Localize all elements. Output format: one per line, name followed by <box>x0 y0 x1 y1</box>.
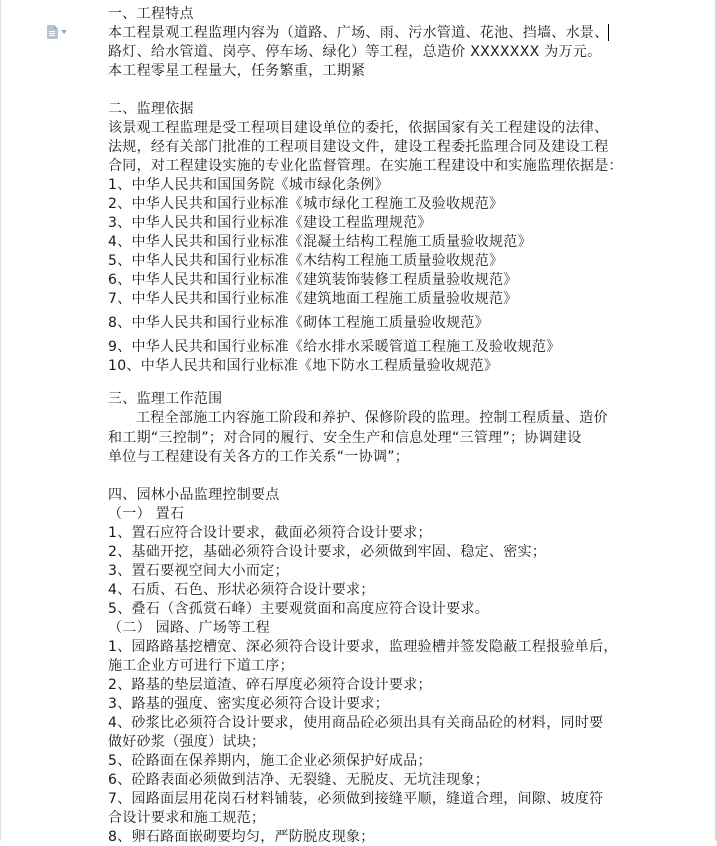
list-item: 4、石质、石色、形状必须符合设计要求； <box>108 582 375 598</box>
list-item: 1、中华人民共和国国务院《城市绿化条例》 <box>108 177 389 193</box>
list-item: 1、置石应符合设计要求，截面必须符合设计要求； <box>108 525 432 541</box>
list-item: 4、中华人民共和国行业标准《混凝土结构工程施工质量验收规范》 <box>108 234 532 250</box>
section-heading: 二、监理依据 <box>108 101 194 117</box>
paragraph-line: 合同，对工程建设实施的专业化监督管理。在实施工程建设中和实施监理依据是： <box>108 158 623 174</box>
list-item: 4、砂浆比必须符合设计要求，使用商品砼必须出具有关商品砼的材料，同时要 <box>108 715 604 731</box>
paragraph-line: 本工程零星工程量大，任务繁重，工期紧 <box>108 63 366 79</box>
chevron-down-icon <box>61 30 67 34</box>
list-item: 3、置石要视空间大小而定； <box>108 563 289 579</box>
subsection-heading: （二） 园路、广场等工程 <box>108 620 271 636</box>
list-item: 3、中华人民共和国行业标准《建设工程监理规范》 <box>108 215 432 231</box>
page-left-edge <box>0 0 1 841</box>
list-item: 做好砂浆（强度）试块； <box>108 734 266 750</box>
section-heading: 三、监理工作范围 <box>108 391 223 407</box>
list-item: 5、中华人民共和国行业标准《木结构工程施工质量验收规范》 <box>108 253 504 269</box>
paragraph-line: 单位与工程建设有关各方的工作关系“一协调”； <box>108 449 410 465</box>
paragraph-line: 路灯、给水管道、岗亭、停车场、绿化）等工程，总造价 XXXXXXX 为万元。 <box>108 44 602 60</box>
paragraph-line: 该景观工程监理是受工程项目建设单位的委托，依据国家有关工程建设的法律、 <box>108 120 609 136</box>
subsection-heading: （一） 置石 <box>108 506 185 522</box>
paragraph-line: 和工期“三控制”；对合同的履行、安全生产和信息处理“三管理”；协调建设 <box>108 430 582 446</box>
document-outline-icon[interactable] <box>47 24 73 40</box>
paragraph-line: 工程全部施工内容施工阶段和养护、保修阶段的监理。控制工程质量、造价 <box>136 410 608 426</box>
list-item: 5、砼路面在保养期内，施工企业必须保护好成品； <box>108 753 432 769</box>
list-item: 8、卵石路面嵌砌要均匀，严防脱皮现象； <box>108 829 375 845</box>
list-item: 6、砼路表面必须做到洁净、无裂缝、无脱皮、无坑洼现象； <box>108 772 490 788</box>
list-item: 2、中华人民共和国行业标准《城市绿化工程施工及验收规范》 <box>108 196 504 212</box>
list-item: 10、中华人民共和国行业标准《地下防水工程质量验收规范》 <box>108 358 499 374</box>
list-item: 2、路基的垫层道渣、碎石厚度必须符合设计要求； <box>108 677 432 693</box>
list-item: 7、园路面层用花岗石材料铺装，必须做到接缝平顺，缝道合理，间隙、坡度符 <box>108 791 604 807</box>
paragraph-line: 法规，经有关部门批准的工程项目建设文件，建设工程委托监理合同及建设工程 <box>108 139 609 155</box>
paragraph-line: 本工程景观工程监理内容为（道路、广场、雨、污水管道、花池、挡墙、水景、 <box>108 25 609 41</box>
document-icon <box>47 25 58 39</box>
list-item: 7、中华人民共和国行业标准《建筑地面工程施工质量验收规范》 <box>108 291 518 307</box>
list-item: 1、园路路基挖槽宽、深必须符合设计要求，监理验槽并签发隐蔽工程报验单后， <box>108 639 618 655</box>
list-item: 施工企业方可进行下道工序； <box>108 658 294 674</box>
list-item: 8、中华人民共和国行业标准《砌体工程施工质量验收规范》 <box>108 315 490 331</box>
section-heading: 四、园林小品监理控制要点 <box>108 487 280 503</box>
list-item: 5、叠石（含孤赏石峰）主要观赏面和高度应符合设计要求。 <box>108 601 490 617</box>
list-item: 3、路基的强度、密实度必须符合设计要求； <box>108 696 389 712</box>
list-item: 2、基础开挖，基础必须符合设计要求，必须做到牢固、稳定、密实； <box>108 544 547 560</box>
section-heading: 一、工程特点 <box>108 6 194 22</box>
list-item: 9、中华人民共和国行业标准《给水排水采暖管道工程施工及验收规范》 <box>108 339 561 355</box>
list-item: 合设计要求和施工规范； <box>108 810 266 826</box>
list-item: 6、中华人民共和国行业标准《建筑装饰装修工程质量验收规范》 <box>108 272 518 288</box>
